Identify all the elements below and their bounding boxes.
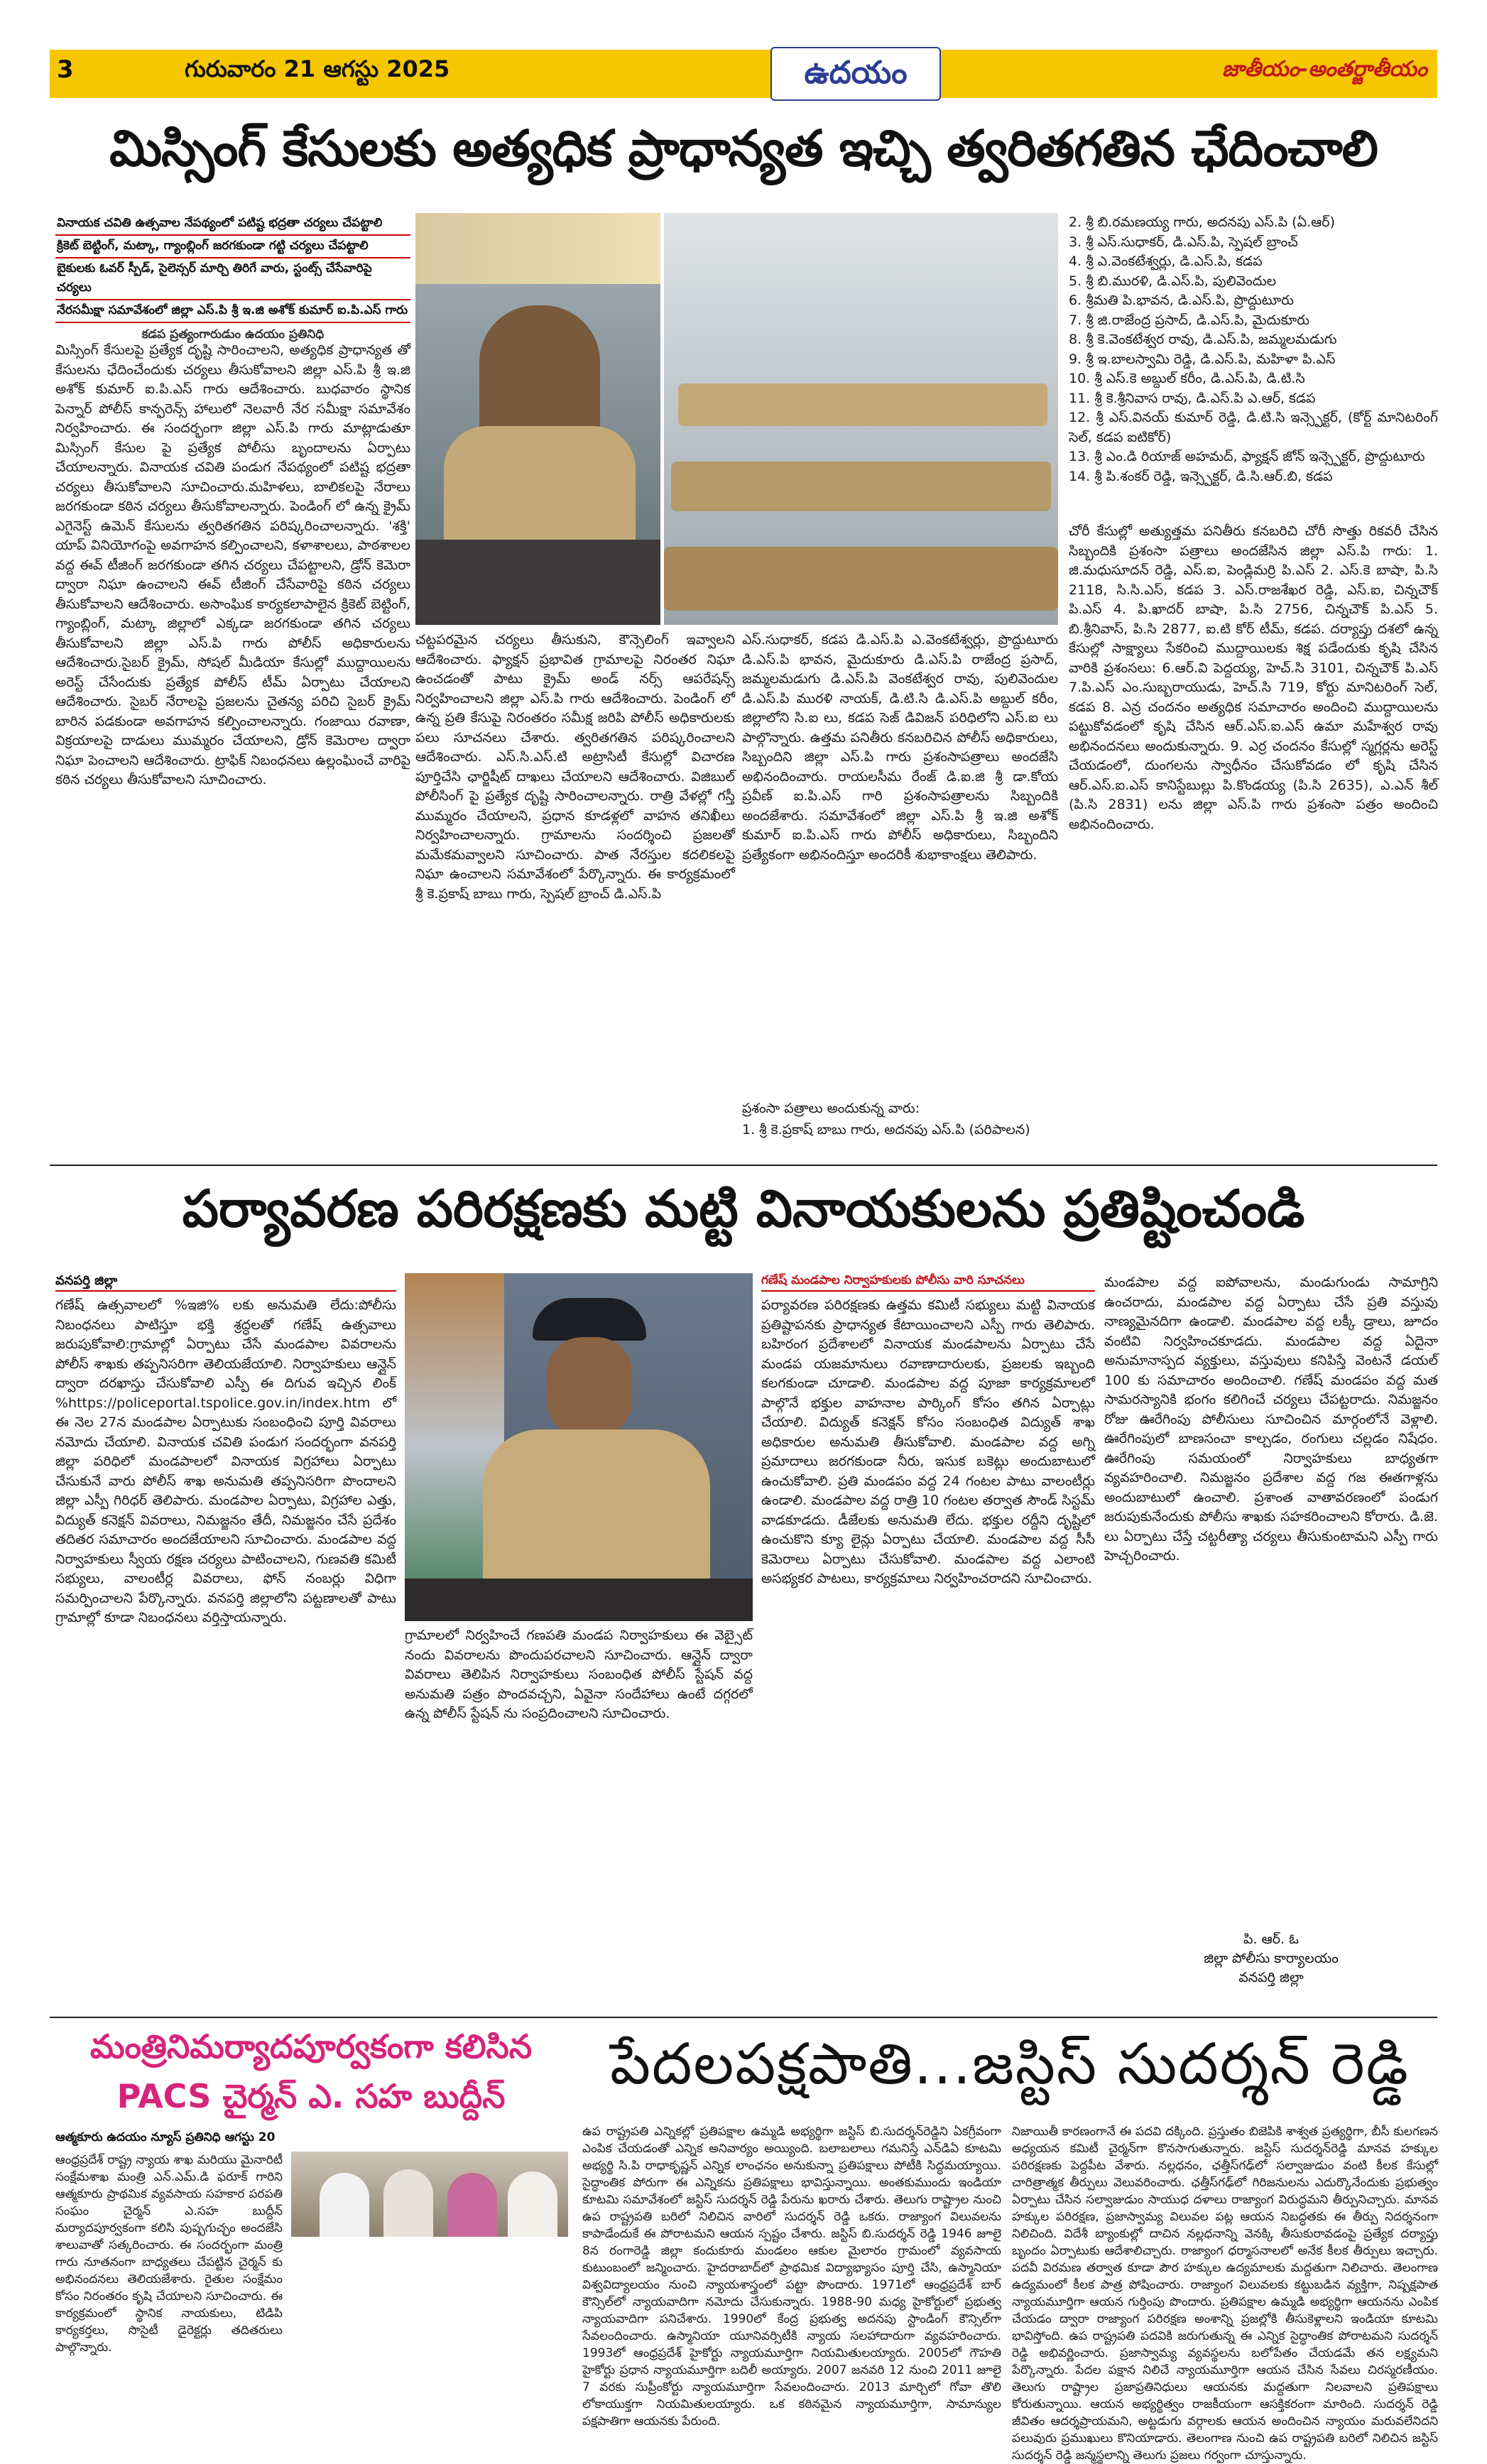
list-item: 7. శ్రీ జి.రాజేంద్ర ప్రసాద్, డి.ఎస్.పి, మైదుకూరు: [1069, 312, 1310, 328]
article2-headline: పర్యావరణ పరిరక్షణకు మట్టి వినాయకులను ప్రతిష్టించండి: [182, 1179, 1305, 1238]
page-number: 3: [57, 55, 74, 84]
desk: [415, 540, 660, 625]
group-person: [447, 2173, 497, 2237]
list-item: 9. శ్రీ ఇ.బాలస్వామి రెడ్డి, డి.ఎస్.పి, మహిళా పి.ఎస్: [1069, 351, 1336, 367]
masthead-logo: [770, 47, 941, 101]
article1-subhead-4: నేరసమీక్షా సమావేశంలో జిల్లా ఎస్.పి శ్రీ ఇ.జి అశోక్ కుమార్ ఐ.పి.ఎస్ గారు: [55, 300, 410, 323]
list-item: 4. శ్రీ ఎ.వెంకటేశ్వర్లు, డి.ఎస్.పి, కడప: [1069, 254, 1263, 269]
article2-photo-sp: [405, 1273, 753, 1621]
sign-line: జిల్లా పోలీసు కార్యాలయం: [1204, 1951, 1339, 1966]
article1-col1-text: మిస్సింగ్ కేసులపై ప్రత్యేక దృష్టి సారించాలని, అత్యధిక ప్రాధాన్యత తో కేసులను ఛేదించేందుకు చర్యలు తీసుకోవాలని జిల్లా ఎస్.పి శ్రీ ఇ.జి అశోక్ కుమార్ ఐ.పి.ఎస్ గారు ఆదేశించారు. బుధవారం స్థానిక పెన్నార్ పోలీస్ కాన్ఫరెన్స్ హాలులో నెలవారీ నేర సమీక్షా సమావేశం నిర్వహించారు. ఈ సందర్భంగా జిల్లా ఎస్.పి గారు మాట్లాడుతూ మిస్సింగ్ కేసుల పై ప్రత్యేక పోలీసు బృందాలను ఏర్పాటు చేయాలన్నారు. వినాయక చవితి పండుగ నేపథ్యంలో పటిష్ట భద్రతా చర్యలు తీసుకోవాలని సూచించారు.మహిళలు, బాలికలపై నేరాలు జరగకుండా కఠిన చర్యలు తీసుకోవాలన్నారు. పెండింగ్ లో ఉన్న క్రైమ్ ఎగైనెస్ట్ ఉమెన్ కేసులను త్వరితగతిన పరిష్కరించాలన్నారు. 'శక్తి' యాప్ వినియోగంపై అవగాహన కల్పించాలని, కళాశాలలు, పాఠశాలల వద్ద ఈవ్ టీజింగ్ జరగకుండా తగిన చర్యలు చేపట్టాలని, డ్రోన్ కెమెరా ద్వారా నిఘా ఉంచాలని ఈవ్ టీజింగ్ చేసేవారిపై కఠిన చర్యలు తీసుకోవాలని ఆదేశించారు. అసాంఘిక కార్యకలాపాలైన క్రికెట్ బెట్టింగ్, గ్యాంబ్లింగ్, మట్కా జిల్లాలో ఎక్కడా జరగకుండా తగిన చర్యలు తీసుకోవాలని జిల్లా ఎస్.పి గారు పోలీస్ అధికారులను ఆదేశించారు.సైబర్ క్రైమ్, సోషల్ మీడియా కేసుల్లో ముద్దాయిలను అరెస్ట్ చేసేందుకు ప్రత్యేక పోలీస్ టీమ్ ఏర్పాటు చేయాలని ఆదేశించారు. సైబర్ నేరాలపై ప్రజలను చైతన్య పరిచి సైబర్ క్రైమ్ బారిన పడకుండా అవగాహన కల్పించాలన్నారు. గంజాయి రవాణా, విక్రయాలపై దాడులు ముమ్మరం చేయాలని, డ్రోన్ కెమెరాల ద్వారా నిఘా పెంచాలని ఆదేశించారు. ట్రాఫిక్ నిబంధనలు ఉల్లంఘించే వారిపై కఠిన చర్యలు తీసుకోవాలని సూచించారు.: [55, 342, 410, 787]
list-item: 14. శ్రీ పి.శంకర్ రెడ్డి, ఇన్స్పెక్టర్, డి.సి.ఆర్.బి, కడప: [1069, 468, 1333, 484]
article1-subhead-1: వినాయక చవితి ఉత్సవాల నేపథ్యంలో పటిష్ట భద్రతా చర్యలు చేపట్టాలి: [55, 213, 410, 236]
article1-byline: కడప ప్రత్యంగారుడుం ఉదయం ప్రతినిధి: [141, 327, 325, 342]
divider: [50, 2017, 1437, 2018]
list-item: 6. శ్రీమతి పి.భావన, డి.ఎస్.పి, ప్రొద్దుటూరు: [1069, 293, 1294, 308]
list-item: 13. శ్రీ ఎం.డి రియాజ్ అహమద్, ఫ్యాక్షన్ జోన్ ఇన్స్పెక్టర్, ప్రొద్దుటూరు: [1069, 449, 1425, 464]
banner-wall: [415, 213, 660, 284]
article1-subhead-2: క్రికెట్ బెట్టింగ్, మట్కా, గ్యాంబ్లింగ్ జరగకుండా గట్టి చర్యలు చేపట్టాలి: [55, 236, 410, 258]
section-label: జాతీయం-అంతర్జాతీయం: [1222, 57, 1427, 82]
list-item: 12. శ్రీ ఎస్.వినయ్ కుమార్ రెడ్డి, డి.టి.సి ఇన్స్పెక్టర్, (కోర్ట్ మానిటరింగ్ సెల్, కడప ఐటికోర్): [1069, 410, 1438, 445]
article1-col4-text: చోరీ కేసుల్లో అత్యుత్తమ పనితీరు కనబరిచి చోరీ సొత్తు రికవరీ చేసిన సిబ్బందికి ప్రశంసా పత్రాలు అందజేసిన జిల్లా ఎస్.పి గారు: 1. జి.మధుసూదన్ రెడ్డి, ఎస్.ఐ, పెండ్లిమర్రి పి.ఎస్ 2. ఎస్.కె బాషా, పి.సి 2118, సి.సి.ఎస్, కడప 3. ఎస్.రాజశేఖర రెడ్డి, ఎస్.ఐ, చిన్నచౌక్ పి.ఎస్ 4. పి.ఖాదర్ బాషా, పి.సి 2756, చిన్నచౌక్ పి.ఎస్ 5. బి.శ్రీనివాస్, పి.సి 2877, ఐ.టి కోర్ టీమ్, కడప. దర్యాప్తు దశలో ఉన్న కేసుల్లో సాక్ష్యాలు సేకరించి ముద్దాయిలకు శిక్ష పడేందుకు కృషి చేసిన వారికి ప్రశంసలు: 6.ఆర్.వి పెద్దయ్య, హెచ్.సి 3101, చిన్నచౌక్ పి.ఎస్ 7.పి.ఎస్ ఎం.సుబ్బరాయుడు, హెచ్.సి 719, కోర్టు మానిటరింగ్ సెల్, కడప 8. ఎన్ర చందనం అత్యధిక సమాచారం అందించి ముద్దాయిలను పట్టుకోవడంలో కృషి చేసిన ఆర్.ఎస్.ఐ.ఎస్ ఉమా మహేశ్వర రావు అభినందనలు అందుకున్నారు. 9. ఎర్ర చందనం కేసుల్లో స్మగ్లర్లను అరెస్ట్ చేయడంలో, దుంగలను స్వాధీనం చేసుకోవడం లో కృషి చేసిన ఆర్.ఎస్.ఐ.ఎస్ కానిస్టేబుల్లు పి.కొండయ్య (పి.సి 2635), ఎ.ఎన్ శీల్ (పి.సి 2831) లను జిల్లా ఎస్.పి గారు ప్రశంసా పత్రం అందించి అభినందించారు.: [1069, 523, 1438, 832]
list-item: 5. శ్రీ బి.మురళి, డి.ఎస్.పి, పులివెందుల: [1069, 273, 1277, 289]
article3-dateline: ఆత్మకూరు ఉదయం న్యూస్ ప్రతినిధి ఆగస్టు 20: [55, 2130, 276, 2144]
article5-col2-text: నిజాయితీ కారణంగానే ఈ పదవి దక్కింది. ప్రస్తుతం బిజెపికి శాశ్వత ప్రత్యర్థిగా, బీసీ కులగణన అధ్యయన కమిటీ చైర్మన్‌గా కొనసాగుతున్నారు. జస్టిస్ సుదర్శన్‌రెడ్డి మానవ హక్కుల పరిరక్షణకు పెద్దపీట వేశారు. నల్లధనం, ఛత్తీస్‌గఢ్‌లో సల్వాజుడుం వంటి కీలక కేసుల్లో చారిత్రాత్మక తీర్పులు వెలువరించారు. ఛత్తీస్‌గఢ్‌లో గిరిజనులను ఎదుర్కొనేందుకు ప్రభుత్వం ఏర్పాటు చేసిన సల్వాజుడుం సాయుధ దళాలు రాజ్యాంగ విరుద్ధమని తీర్పునిచ్చారు. మానవ హక్కుల పరిరక్షణ, ప్రజాస్వామ్య విలువల పట్ల ఆయన నిబద్ధతకు ఈ తీర్పు నిదర్శనంగా నిలిచింది. విదేశీ బ్యాంకుల్లో దాచిన నల్లధనాన్ని వెనక్కి తీసుకురావడంపై ప్రత్యేక దర్యాప్తు బృందం ఏర్పాటుకు ఆదేశాలిచ్చారు. రాజ్యాంగ ధర్మాసనాలలో అనేక కీలక తీర్పులు ఇచ్చారు. పదవీ విరమణ తర్వాత కూడా పౌర హక్కుల ఉద్యమాలకు మద్దతుగా నిలిచారు. తెలంగాణ ఉద్యమంలో కీలక పాత్ర పోషించారు. రాజ్యాంగ విలువలకు కట్టుబడిన వ్యక్తిగా, నిష్పక్షపాత న్యాయమూర్తిగా ఆయన గుర్తింపు పొందారు. ప్రతిపక్షాల ఉమ్మడి అభ్యర్థిగా ఆయనను ఎంపిక చేయడం ద్వారా రాజ్యాంగ పరిరక్షణ అంశాన్ని ప్రజల్లోకి తీసుకెళ్లాలని ఇండియా కూటమి భావిస్తోంది. ఉప రాష్ట్రపతి పదవికి జరుగుతున్న ఈ ఎన్నిక సైద్ధాంతిక పోరాటమని సుదర్శన్ రెడ్డి అభివర్ణించారు. ప్రజాస్వామ్య వ్యవస్థలను బలోపేతం చేయడమే తన లక్ష్యమని పేర్కొన్నారు. పేదల పక్షాన నిలిచే న్యాయమూర్తిగా ఆయన చేసిన సేవలు చిరస్మరణీయం. తెలుగు రాష్ట్రాల ప్రజాప్రతినిధులు ఆయనకు మద్దతుగా నిలవాలని ప్రతిపక్షాలు కోరుతున్నాయి. ఆయన అభ్యర్థిత్వం రాజకీయంగా ఆసక్తికరంగా మారింది. సుదర్శన్ రెడ్డి జీవితం ఆదర్శప్రాయమని, అట్టడుగు వర్గాలకు ఆయన అందించిన న్యాయం మరువలేనిదని పలువురు ప్రముఖులు కొనియాడారు. తెలంగాణ నుంచి ఉప రాష్ట్రపతి బరిలో నిలిచిన జస్టిస్ సుదర్శన్ రెడ్డి జన్మస్థలాన్ని తెలుగు ప్రజలు గర్వంగా చూస్తున్నారు.: [1012, 2125, 1438, 2463]
group-person: [320, 2173, 369, 2237]
article2-signature: [1104, 1930, 1438, 1988]
article1-col2-text: చట్టపరమైన చర్యలు తీసుకుని, కౌన్సెలింగ్ ఇవ్వాలని ఆదేశించారు. ఫ్యాక్షన్ ప్రభావిత గ్రామాలపై నిరంతర నిఘా ఉంచడంతో పాటు క్రైమ్ అండ్ నర్స్ ఆపరేషన్స్ నిర్వహించాలని జిల్లా ఎస్.పి గారు ఆదేశించారు. పెండింగ్ లో ఉన్న ప్రతి కేసుపై నిరంతరం సమీక్ష జరిపి పోలీస్ అధికారులకు పలు సూచనలు చేశారు. త్వరితగతిన పరిష్కరించాలని ఆదేశించారు. ఎస్.సి.ఎస్.టి అట్రాసిటీ కేసుల్లో విచారణ పూర్తిచేసి ఛార్జిషీట్ దాఖలు చేయాలని ఆదేశించారు. విజిబుల్ పోలీసింగ్ పై ప్రత్యేక దృష్టి సారించాలన్నారు. రాత్రి వేళల్లో గస్తీ ముమ్మరం చేయాలని, ప్రధాన కూడళ్లలో వాహన తనిఖీలు నిర్వహించాలన్నారు. గ్రామాలను సందర్శించి ప్రజలతో మమేకమవ్వాలని సూచించారు. పాత నేరస్తుల కదలికలపై నిఘా ఉంచాలని సమావేశంలో పేర్కొన్నారు. ఈ కార్యక్రమంలో శ్రీ కె.ప్రకాష్ బాబు గారు, స్పెషల్ బ్రాంచ్ డి.ఎస్.పి: [415, 632, 735, 902]
article2-col4-text: మండపాల వద్ద ఐపోవాలను, మండుగుండు సామాగ్రిని ఉంచరాదు, మండపాల వద్ద ఏర్పాటు చేసే ప్రతి వస్తువు నాణ్యమైనదిగా ఉండాలి. మండపాల వద్ద లక్కీ డ్రాలు, జూదం వంటివి నిర్వహించకూడదు. మండపాల వద్ద ఏదైనా అనుమానాస్పద వ్యక్తులు, వస్తువులు కనిపిస్తే వెంటనే డయల్ 100 కు సమాచారం అందించాలి. గణేష్ మండపం వద్ద మత సామరస్యానికి భంగం కలిగించే చర్యలు చేపట్టరాదు. నిమజ్జనం రోజు ఊరేగింపు పోలీసులు సూచించిన మార్గంలోనే వెళ్లాలి. ఊరేగింపులో బాణసంచా కాల్చడం, రంగులు చల్లడం నిషేధం. ఊరేగింపు సమయంలో నిర్వాహకులు బాధ్యతగా వ్యవహరించాలి. నిమజ్జనం ప్రదేశాల వద్ద గజ ఈతగాళ్లను అందుబాటులో ఉంచాలి. ప్రశాంత వాతావరణంలో పండుగ జరుపుకునేందుకు పోలీసు శాఖకు సహకరించాలని కోరారు. డి.జె. లు ఏర్పాటు చేస్తే చట్టరీత్యా చర్యలు తీసుకుంటామని ఎస్పీ గారు హెచ్చరించారు.: [1104, 1275, 1438, 1564]
article1-col4-list: [1069, 213, 1438, 486]
group-person: [383, 2169, 433, 2237]
article5-headline: పేదలపక్షపాతి...జస్టిస్ సుదర్శన్ రెడ్డి: [610, 2031, 1410, 2097]
list-item: 2. శ్రీ బి.రమణయ్య గారు, అదనపు ఎస్.పి (ఏ.ఆర్): [1069, 214, 1335, 230]
article1-headline: మిస్సింగ్ కేసులకు అత్యధిక ప్రాధాన్యత ఇచ్చి త్వరితగతిన ఛేదించాలి: [109, 119, 1378, 178]
list-item: 11. శ్రీ కె.శ్రీనివాస రావు, డి.ఎస్.పి ఎ.ఆర్, కడప: [1069, 390, 1316, 406]
article3-headline-line2: PACS చైర్మన్ ఎ. సహ బుద్దీన్: [116, 2077, 506, 2115]
logo-text: ఉదయం: [804, 55, 908, 91]
issue-date: గురువారం 21 ఆగస్టు 2025: [185, 55, 450, 82]
sign-line: వనపర్తి జిల్లా: [1238, 1970, 1304, 1985]
meeting-table-row-2: [671, 462, 1051, 511]
article1-subheads: [55, 213, 410, 344]
list-item: 10. శ్రీ ఎస్.కె అబ్దుల్ కరీం, డి.ఎస్.పి, డి.టి.సి: [1069, 371, 1305, 386]
divider: [50, 1165, 1437, 1166]
group-person: [508, 2171, 557, 2237]
article3-text: ఆంధ్రప్రదేశ్ రాష్ట్ర న్యాయ శాఖ మరియు మైనారిటీ సంక్షేమశాఖ మంత్రి ఎన్.ఎమ్.డి ఫరూక్ గారిని ఆత్మకూరు ప్రాథమిక వ్యవసాయ సహకార పరపతి సంఘం చైర్మన్ ఎ.సహ బుద్దీన్ మర్యాదపూర్వకంగా కలిసి పుష్పగుచ్ఛం అందజేసి శాలువాతో సత్కరించారు. ఈ సందర్భంగా మంత్రి గారు నూతనంగా బాధ్యతలు చేపట్టిన చైర్మన్ కు అభినందనలు తెలియజేశారు. రైతుల సంక్షేమం కోసం నిరంతరం కృషి చేయాలని సూచించారు. ఈ కార్యక్రమంలో స్థానిక నాయకులు, టిడిపి కార్యకర్తలు, సొసైటీ డైరెక్టర్లు తదితరులు పాల్గొన్నారు.: [55, 2153, 283, 2355]
article2-col2-text: గ్రామాలలో నిర్వహించే గణపతి మండప నిర్వాహకులు ఈ వెబ్సైట్ నందు వివరాలను పొందుపరచాలని సూచించారు. ఆన్లైన్ ద్వారా వివరాలు తెలిపిన నిర్వాహకులు సంబంధిత పోలీస్ స్టేషన్ వద్ద అనుమతి పత్రం పొందవచ్చని, ఏవైనా సందేహాలు ఉంటే దగ్గరలో ఉన్న పోలీస్ స్టేషన్ ను సంప్రదించాలని సూచించారు.: [405, 1628, 753, 1721]
list-item: 8. శ్రీ కె.వెంకటేశ్వర రావు, డి.ఎస్.పి, జమ్మలమడుగు: [1069, 332, 1337, 347]
article1-photo-meeting: [664, 213, 1058, 625]
sign-line: పి. ఆర్. ఓ: [1243, 1931, 1299, 1947]
meeting-table-row-3: [664, 547, 1058, 611]
article3-headline-line1: మంత్రినిమర్యాదపూర్వకంగా కలిసిన: [89, 2027, 533, 2066]
article2-dateline: వనపర్తి జిల్లా: [55, 1273, 396, 1292]
article1-col3-list-intro: ప్రశంసా పత్రాలు అందుకున్న వారు:: [742, 1101, 920, 1116]
meeting-table-row-1: [678, 383, 1047, 426]
desk-front: [405, 1579, 753, 1621]
article3-photo: [291, 2152, 568, 2237]
article2-col3-text: పర్యావరణ పరిరక్షణకు ఉత్తమ కమిటీ సభ్యులు మట్టి వినాయక ప్రతిష్టాపనకు ప్రాధాన్యత కేటాయించాలని ఎస్పీ గారు తెలిపారు. బహిరంగ ప్రదేశాలలో వినాయక మండపాలను ఏర్పాటు చేసే మండప యజమానులు రవాణాదారులకు, ప్రజలకు ఇబ్బంది కలగకుండా చూడాలి. మండపాల వద్ద పూజా కార్యక్రమాలలో పాల్గొనే భక్తుల వాహనాల పార్కింగ్ కోసం తగిన ఏర్పాట్లు చేయాలి. విద్యుత్ కనెక్షన్ కోసం సంబంధిత విద్యుత్ శాఖ అధికారుల అనుమతి తీసుకోవాలి. మండపాల వద్ద అగ్ని ప్రమాదాలు జరగకుండా నీరు, ఇసుక బకెట్లు అందుబాటులో ఉంచుకోవాలి. ప్రతి మండపం వద్ద 24 గంటల పాటు వాలంటీర్లు ఉండాలి. మండపాల వద్ద రాత్రి 10 గంటల తర్వాత సౌండ్ సిస్టమ్ వాడకూడదు. డీజేలకు అనుమతి లేదు. భక్తుల రద్దీని దృష్టిలో ఉంచుకొని క్యూ లైన్లు ఏర్పాటు చేయాలి. మండపాల వద్ద సీసీ కెమెరాలు ఏర్పాటు చేసుకోవాలి. మండపాల వద్ద ఎలాంటి అసభ్యకర పాటలు, కార్యక్రమాలు నిర్వహించరాదని సూచించారు.: [761, 1297, 1095, 1586]
article1-photo-sp: [415, 213, 660, 625]
article2-col3-sub: గణేష్ మండపాల నిర్వాహకులకు పోలీసు వారి సూచనలు: [761, 1273, 1095, 1292]
officer-face: [547, 1337, 632, 1437]
article2-col1-text: గణేష్ ఉత్సవాలలో %ఇజి% లకు అనుమతి లేదు:పోలీసు నిబంధనలు పాటిస్తూ భక్తి శ్రద్ధలతో గణేష్ ఉత్సవాలు జరుపుకోవాలి:గ్రామాల్లో ఏర్పాటు చేసే మండపాల వివరాలను పోలీస్ శాఖకు తప్పనిసరిగా తెలియజేయాలి. నిర్వాహకులు ఆన్లైన్ ద్వారా దరఖాస్తు చేసుకోవాలి ఎస్పీ ఈ దిగువ ఇచ్చిన లింక్ %https://policeportal.tspolice.gov.in/index.htm లో ఈ నెల 27న మండపాల ఏర్పాటుకు సంబంధించి పూర్తి వివరాలు నమోదు చేయాలి. వినాయక చవితి పండుగ సందర్భంగా వనపర్తి జిల్లా పరిధిలో మండపాలలో వినాయక విగ్రహాలు ఏర్పాటు చేసుకునే వారు పోలీస్ శాఖ అనుమతి తప్పనిసరిగా పొందాలని జిల్లా ఎస్పీ గిరిధర్ తెలిపారు. మండపాల ఏర్పాటు, విగ్రహాల ఎత్తు, విద్యుత్ కనెక్షన్ వివరాలు, నిమజ్జనం తేదీ, నిమజ్జనం చేసే ప్రదేశం తదితర సమాచారం అందజేయాలని సూచించారు. మండపాల వద్ద నిర్వాహకులు స్వీయ రక్షణ చర్యలు పాటించాలని, గుణవతి కమిటీ సభ్యులు, వాలంటీర్ల వివరాలు, ఫోన్ నంబర్లు విధిగా సమర్పించాలని పేర్కొన్నారు. వనపర్తి జిల్లాలోని పట్టణాలతో పాటు గ్రామాల్లో కూడా నిబంధనలు వర్తిస్తాయన్నారు.: [55, 1297, 396, 1625]
article1-col3-list-first: 1. శ్రీ కె.ప్రకాష్ బాబు గారు, అదనపు ఎస్.పి (పరిపాలన): [742, 1122, 1030, 1138]
article1-col3-text: ఎస్.సుధాకర్, కడప డి.ఎస్.పి ఎ.వెంకటేశ్వర్లు, ప్రొద్దుటూరు డి.ఎస్.పి భావన, మైదుకూరు డి.ఎస్.పి రాజేంద్ర ప్రసాద్, జమ్మలమడుగు డి.ఎస్.పి వెంకటేశ్వర రావు, పులివెందుల డి.ఎస్.పి మురళి నాయక్, డి.టి.సి డి.ఎస్.పి అబ్దుల్ కరీం, జిల్లాలోని సి.ఐ లు, కడప సెజ్ డివిజన్ పరిధిలోని ఎస్.ఐ లు పాల్గొన్నారు. ఉత్తమ పనితీరు కనబరిచిన పోలీస్ అధికారులు, సిబ్బందిని జిల్లా ఎస్.పి గారు ప్రశంసాపత్రాలు అందజేసి అభినందించారు. రాయలసీమ రేంజ్ డి.ఐ.జి శ్రీ డా.కోయ ప్రవీణ్ ఐ.పి.ఎస్ గారి ప్రశంసాపత్రాలను సిబ్బందికి అందజేశారు. సమావేశంలో జిల్లా ఎస్.పి శ్రీ ఇ.జి అశోక్ కుమార్ ఐ.పి.ఎస్ గారు పోలీస్ అధికారులు, సిబ్బందిని ప్రత్యేకంగా అభినందిస్తూ అందరికీ శుభాకాంక్షలు తెలిపారు.: [742, 632, 1058, 863]
officer-uniform: [444, 426, 636, 547]
list-item: 3. శ్రీ ఎస్.సుధాకర్, డి.ఎస్.పి, స్పెషల్ బ్రాంచ్: [1069, 234, 1298, 250]
article5-col1-text: ఉప రాష్ట్రపతి ఎన్నికల్లో ప్రతిపక్షాల ఉమ్మడి అభ్యర్థిగా జస్టిస్ బి.సుదర్శన్‌రెడ్డిని ఏకగ్రీవంగా ఎంపిక చేయడంతో ఎన్నిక అనివార్యం అయ్యింది. బలాబలాలు గమనిస్తే ఎన్‌డిఏ కూటమి అభ్యర్థి సి.పి రాధాకృష్ణన్ ఎన్నిక లాంఛనం అనుకున్నా ప్రతిపక్షాలు పోటీకి సిద్ధమయ్యాయి. సైద్ధాంతిక పోరుగా ఈ ఎన్నికను ప్రతిపక్షాలు భావిస్తున్నాయి. అంతకుముందు ఇండియా కూటమి సమావేశంలో జస్టిస్ సుదర్శన్ రెడ్డి పేరును ఖరారు చేశారు. తెలుగు రాష్ట్రాల నుంచి ఉప రాష్ట్రపతి బరిలో నిలిచిన వారిలో సుదర్శన్ రెడ్డి ఒకరు. రాజ్యాంగ విలువలను కాపాడేందుకే ఈ పోరాటమని ఆయన స్పష్టం చేశారు. జస్టిస్ బి.సుదర్శన్ రెడ్డి 1946 జూలై 8న రంగారెడ్డి జిల్లా కందుకూరు మండలం ఆకుల మైలారం గ్రామంలో వ్యవసాయ కుటుంబంలో జన్మించారు. హైదరాబాద్‌లో ప్రాథమిక విద్యాభ్యాసం పూర్తి చేసి, ఉస్మానియా విశ్వవిద్యాలయం నుంచి న్యాయశాస్త్రంలో పట్టా పొందారు. 1971లో ఆంధ్రప్రదేశ్ బార్ కౌన్సిల్‌లో న్యాయవాదిగా నమోదు చేసుకున్నారు. 1988-90 మధ్య హైకోర్టులో ప్రభుత్వ న్యాయవాదిగా పనిచేశారు. 1990లో కేంద్ర ప్రభుత్వ అదనపు స్టాండింగ్ కౌన్సిల్‌గా సేవలందించారు. ఉస్మానియా యూనివర్సిటీకి న్యాయ సలహాదారుగా వ్యవహరించారు. 1993లో ఆంధ్రప్రదేశ్ హైకోర్టు న్యాయమూర్తిగా నియమితులయ్యారు. 2005లో గౌహతి హైకోర్టు ప్రధాన న్యాయమూర్తిగా బదిలీ అయ్యారు. 2007 జనవరి 12 నుంచి 2011 జూలై 7 వరకు సుప్రీంకోర్టు న్యాయమూర్తిగా సేవలందించారు. 2013 మార్చిలో గోవా తొలి లోకాయుక్తగా నియమితులయ్యారు. ఒక కఠినమైన న్యాయమూర్తిగా, సామాన్యుల పక్షపాతిగా ఆయనకు పేరుంది.: [582, 2125, 1001, 2428]
officer-cap: [533, 1298, 646, 1341]
article1-subhead-3: బైకులకు ఓవర్ స్పీడ్, సైలెన్సర్ మార్చి తిరిగే వారు, స్టంట్స్ చేసేవారిపై చర్యలు: [55, 258, 410, 300]
